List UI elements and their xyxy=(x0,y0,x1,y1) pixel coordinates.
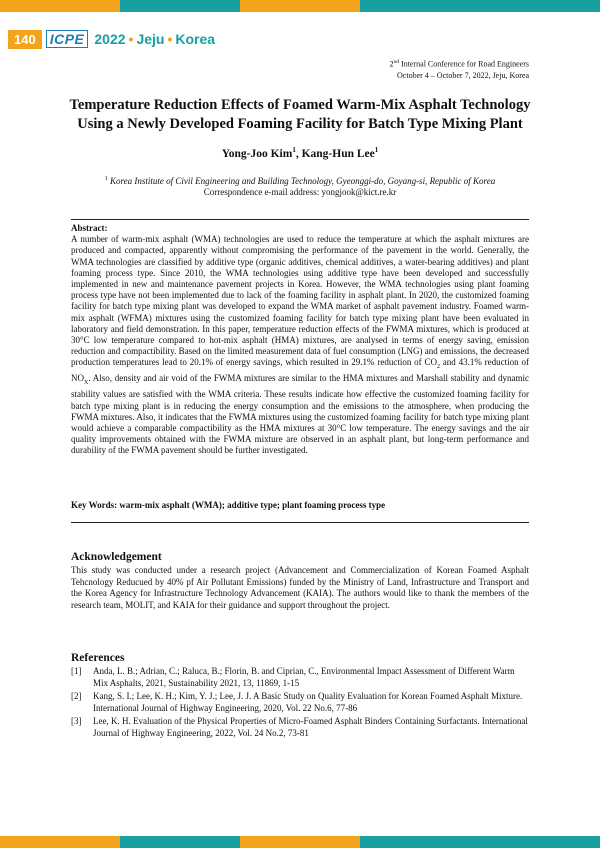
keywords: Key Words: warm-mix asphalt (WMA); additive type; plant foaming process type xyxy=(71,500,386,510)
author-name: Kang-Hun Lee xyxy=(301,147,375,160)
event-year: 2022 xyxy=(94,31,126,47)
page-header xyxy=(8,28,215,50)
abstract-body: A number of warm-mix asphalt (WMA) technologies are used to reduce the temperature at which the asphalt mixtures are produced and compacted, apparently without compromising the performance of the pavement in the world. Generally, the WMA technologies are classified by additive type (organic additives, chemical additives, a water-bearing additives) and plant foaming process type. Since 2010, the WMA technologies using additive type have been developed and successfully implemented in new and maintenance pavement projects in Korea. However, the WMA technologies using plant foaming process type have not been implemented due to lack of the foaming facility in asphalt plant. In 2020, the customized foaming facility for batch type mixing plant was developed to expand the WMA market of asphalt pavement industry. Foamed warm-mix asphalt (WFMA) mixtures using the customized foaming facility for batch type mixing plant have been evaluated in laboratory and field demonstration. In this paper, temperature reduction effects of the FWMA mixtures, which is produced at 30°C low temperature compared to hot-mix asphalt (HMA) mixtures, are analysed in terms of energy saving, emission reduction and compactibility. Based on the limited measurement data of fuel consumption (LNG) and emissions, the decreased production temperatures lead to 20.1% of energy savings, which resulted in 29.1% reduction of $CO_2$ and 43.1% reduction of $NO_X$. Also, density and air void of the FWMA mixtures are similar to the HMA mixtures and Marshall stability and dynamic stability values are satisfied with the WMA criteria. These results indicate how effective the customized foaming facility for batch type mixing plant is in reducing the energy consumption and the emissions to the atmosphere, when producing the FWMA mixtures. Also, it indicates that the FWMA mixtures using the customized foaming facility for batch type mixing plant would achieve a comparable compactibility as the HMA mixtures at 30°C low temperature. The energy savings and the air quality improvements obtained with the FWMA mixture are observed in an asphalt plant, but long-term performance and durability of the FWMA pavement should be further investigated. xyxy=(71,234,529,456)
reference-item: [2] Kang, S. I.; Lee, K. H.; Kim, Y. J.; Lee, J. J. A Basic Study on Quality Evaluation for Korean Foamed Asphalt Mixture. International Journal of Highway Engineering, 2020, Vol. 22 No.6, 77-86 xyxy=(71,691,523,713)
event-city: Jeju xyxy=(136,31,165,47)
bottom-color-band xyxy=(0,836,600,848)
section-divider xyxy=(71,522,529,523)
acknowledgement-heading: Acknowledgement xyxy=(71,551,162,563)
author-list: Yong-Joo Kim$^1$, Kang-Hun Lee$^1$ xyxy=(221,146,379,160)
bullet-separator: • xyxy=(167,31,173,47)
conference-name: 2nd Internal Conference for Road Engineers xyxy=(389,59,529,69)
top-color-band xyxy=(0,0,600,12)
conference-logo: ICPE xyxy=(46,30,89,48)
acknowledgement-text: This study was conducted under a research project (Advancement and Commercialization of Korean Foamed Asphalt Tehcnology Reducued by 40% pf Air Pollutant Emissions) funded by the Ministry of Land, Infrastructure and Transport and the Korea Agency for Infrastructure Technology Advancement (KAIA). The authors would like to thank the members of the research team, MOLIT, and KAIA for their guidance and support throughout the project. xyxy=(71,565,529,610)
section-divider xyxy=(71,219,529,220)
author-name: Yong-Joo Kim xyxy=(221,147,293,160)
event-country: Korea xyxy=(175,31,216,47)
abstract xyxy=(71,223,529,457)
conference-info xyxy=(390,57,529,81)
reference-list xyxy=(71,666,529,742)
page-number: 140 xyxy=(8,30,42,49)
correspondence-email: Correspondence e-mail address: yongjook@kict.re.kr xyxy=(203,187,397,197)
abstract-heading: Abstract: xyxy=(71,223,108,233)
event-label xyxy=(94,31,215,47)
references-heading: References xyxy=(71,652,125,664)
affiliation-block xyxy=(60,174,540,198)
affiliation: $^1$ Korea Institute of Civil Engineering and Building Technology, Gyeonggi-do, Goyang-si, Republic of Korea xyxy=(104,176,496,186)
conference-dates: October 4 – October 7, 2022, Jeju, Korea xyxy=(397,70,529,80)
reference-item: [3] Lee, K. H. Evaluation of the Physical Properties of Micro-Foamed Asphalt Binders Containing Surfactants. International Journal of Highway Engineering, 2022, Vol. 24 No.2, 73-81 xyxy=(71,716,528,738)
reference-item: [1] Anda, L. B.; Adrian, C.; Raluca, B.; Florin, B. and Ciprian, C., Environmental Impact Assessment of Different Warm Mix Asphalts, 2021, Sustainability 2021, 13, 11869, 1-15 xyxy=(71,666,515,688)
paper-title: Temperature Reduction Effects of Foamed Warm-Mix Asphalt Technology Using a Newly Developed Foaming Facility for Batch Type Mixing Plant xyxy=(69,97,531,132)
bullet-separator: • xyxy=(128,31,134,47)
